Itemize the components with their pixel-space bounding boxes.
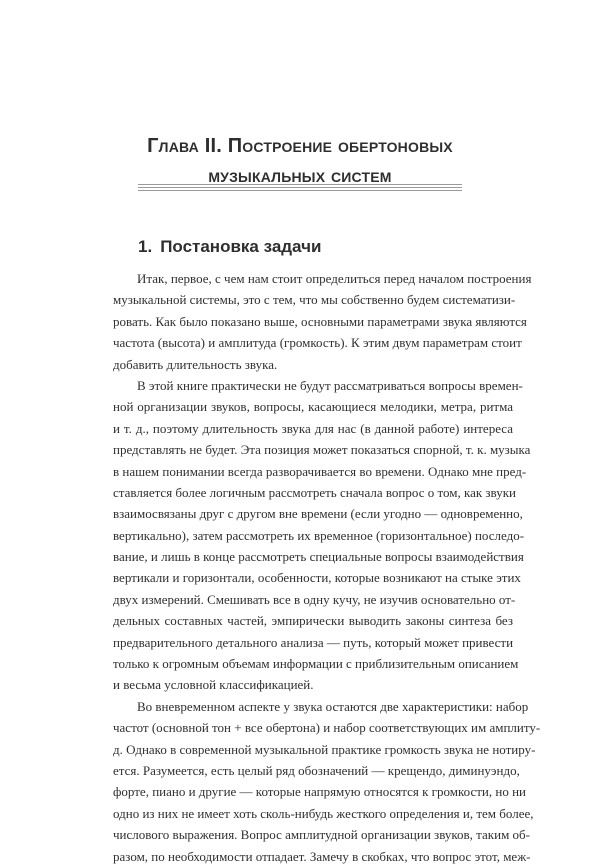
text-line: вертикали и горизонтали, особенности, которые возникают на стыке этих: [113, 570, 521, 586]
text-line: ровать. Как было показано выше, основными параметрами звука являются: [113, 313, 527, 329]
title-divider-line: [138, 190, 462, 191]
text-line: добавить длительность звука.: [113, 356, 278, 372]
text-line: ется. Разумеется, есть целый ряд обозначений — крещендо, диминуэндо,: [113, 762, 520, 778]
text-line: только к огромным объемам информации с приблизительным описанием: [113, 656, 519, 672]
text-line: взаимосвязаны друг с другом вне времени (если угодно — одновременно,: [113, 506, 523, 522]
text-line: частот (основной тон + все обертона) и набор соответствующих им амплиту-: [113, 720, 541, 736]
section-heading: [138, 236, 321, 258]
text-line: д. Однако в современной музыкальной практике громкость звука не нотиру-: [113, 741, 536, 757]
section-number: 1.: [138, 237, 153, 256]
text-line: одно из них не имеет хоть сколь-нибудь жесткого определения и, тем более,: [113, 805, 534, 821]
section-title: Постановка задачи: [160, 237, 322, 256]
text-line: форте, пиано и другие — которые напрямую относятся к громкости, но ни: [113, 784, 526, 800]
text-line: представлять не будет. Эта позиция может показаться спорной, т. к. музыка: [113, 442, 531, 458]
text-line: вертикально), затем рассмотреть их временное (горизонтальное) последо-: [113, 527, 525, 543]
title-divider-line: [138, 187, 462, 188]
text-line: В этой книге практически не будут рассматриваться вопросы времен-: [137, 377, 523, 393]
text-line: дельных составных частей, эмпирически выводить законы синтеза без: [113, 613, 513, 629]
title-divider-line: [138, 184, 462, 185]
text-line: Во вневременном аспекте у звука остаются две характеристики: набор: [137, 698, 529, 714]
text-line: музыкальной системы, это с тем, что мы собственно будем систематизи-: [113, 292, 516, 308]
text-line: Итак, первое, с чем нам стоит определиться перед началом построения: [137, 271, 532, 286]
chapter-title-line-2: музыкальных систем: [208, 165, 392, 187]
text-line: разом, по необходимости отпадает. Замечу в скобках, что вопрос этот, меж-: [113, 848, 531, 864]
text-line: и весьма условной классификацией.: [113, 677, 314, 693]
text-line: и т. д., поэтому длительность звука для нас (в данной работе) интереса: [113, 420, 513, 436]
text-line: ставляется более логичным рассмотреть сначала вопрос о том, как звуки: [113, 484, 517, 500]
body-text: [113, 268, 541, 867]
text-line: частота (высота) и амплитуда (громкость). К этим двум параметрам стоит: [113, 335, 522, 351]
text-line: вание, и лишь в конце рассмотреть специальные вопросы взаимодействия: [113, 549, 524, 565]
text-line: числового выражения. Вопрос амплитудной организации звуков, таким об-: [113, 827, 530, 843]
text-line: ной организации звуков, вопросы, касающиеся мелодики, метра, ритма: [113, 399, 513, 415]
chapter-title: [80, 131, 520, 191]
chapter-title-line-1: Глава II. Построение обертоновых: [147, 135, 453, 157]
text-line: в нашем понимании всегда разворачивается во времени. Однако мне пред-: [113, 463, 527, 479]
text-line: двух измерений. Смешивать все в одну кучу, не изучив основательно от-: [113, 591, 516, 607]
text-line: предварительного детального анализа — путь, который может привести: [113, 634, 514, 650]
